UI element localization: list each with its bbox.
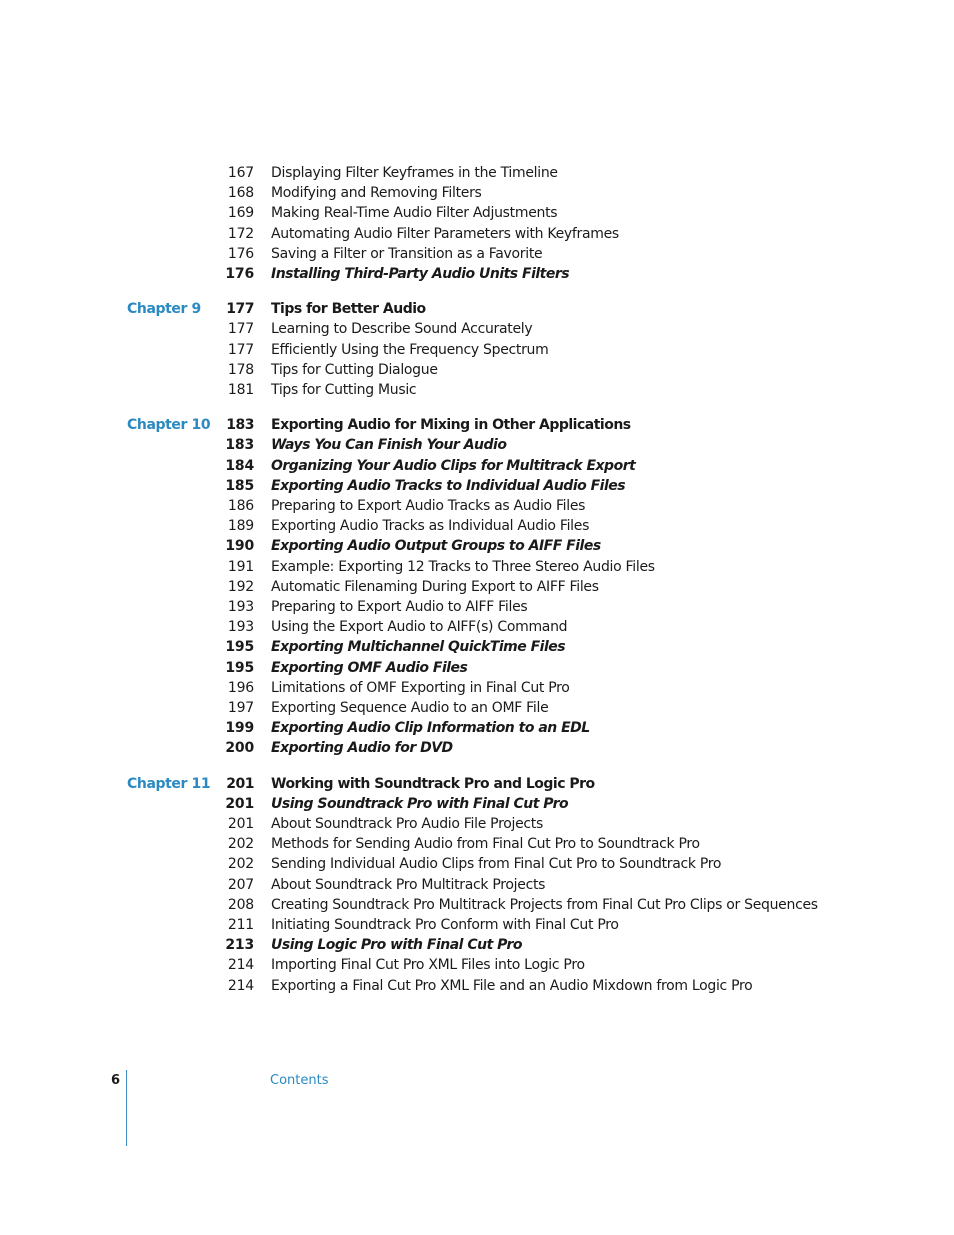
toc-page-number: 177 bbox=[227, 342, 254, 358]
toc-entry-title: Creating Soundtrack Pro Multitrack Projects from Final Cut Pro Clips or Sequences bbox=[271, 897, 818, 913]
toc-entry bbox=[0, 319, 954, 339]
toc-page-number: 201 bbox=[226, 776, 254, 792]
toc-page-number: 214 bbox=[227, 978, 254, 994]
toc-page-number: 202 bbox=[227, 836, 254, 852]
toc-entry bbox=[0, 895, 954, 915]
toc-entry bbox=[0, 678, 954, 698]
toc-entry-title: Example: Exporting 12 Tracks to Three Stereo Audio Files bbox=[271, 559, 655, 575]
toc-entry-title: Automatic Filenaming During Export to AIFF Files bbox=[271, 579, 599, 595]
toc-entry-title: About Soundtrack Pro Audio File Projects bbox=[271, 816, 543, 832]
toc-section-entry bbox=[0, 637, 954, 657]
toc-section-entry bbox=[0, 536, 954, 556]
toc-entry-title: Exporting Audio Tracks as Individual Audio Files bbox=[271, 518, 590, 534]
toc-entry bbox=[0, 340, 954, 360]
toc-page-number: 208 bbox=[227, 897, 254, 913]
toc-chapter-entry bbox=[0, 415, 954, 435]
toc-entry-title: Tips for Cutting Music bbox=[271, 382, 417, 398]
toc-page-number: 177 bbox=[227, 321, 254, 337]
toc-entry-title: Displaying Filter Keyframes in the Timeline bbox=[271, 165, 558, 181]
toc-section-entry bbox=[0, 264, 954, 284]
toc-entry-title: Initiating Soundtrack Pro Conform with Final Cut Pro bbox=[271, 917, 619, 933]
toc-entry-title: Efficiently Using the Frequency Spectrum bbox=[271, 342, 549, 358]
toc-page-number: 167 bbox=[227, 165, 254, 181]
toc-page-number: 199 bbox=[225, 720, 254, 736]
toc-entry bbox=[0, 163, 954, 183]
toc-entry-title: Installing Third-Party Audio Units Filters bbox=[271, 266, 570, 282]
toc-page-number: 192 bbox=[227, 579, 254, 595]
toc-page-number: 193 bbox=[227, 619, 254, 635]
toc-section-entry bbox=[0, 658, 954, 678]
toc-entry-title: Exporting Audio for DVD bbox=[271, 740, 453, 756]
toc-entry-title: Exporting Audio Clip Information to an EDL bbox=[271, 720, 590, 736]
chapter-label: Chapter 9 bbox=[127, 301, 201, 317]
toc-page-number: 178 bbox=[227, 362, 254, 378]
toc-entry-title: Exporting Audio Tracks to Individual Audio Files bbox=[271, 478, 626, 494]
footer-page-number: 6 bbox=[111, 1073, 121, 1088]
toc-page-number: 214 bbox=[227, 957, 254, 973]
chapter-label: Chapter 10 bbox=[127, 417, 211, 433]
toc-page-number: 190 bbox=[225, 538, 254, 554]
toc-page-number: 183 bbox=[226, 417, 254, 433]
toc-page-number: 181 bbox=[227, 382, 254, 398]
toc-entry-title: Exporting Audio Output Groups to AIFF Files bbox=[271, 538, 601, 554]
toc-page-number: 202 bbox=[227, 856, 254, 872]
toc-page-number: 197 bbox=[227, 700, 254, 716]
toc-entry-title: Modifying and Removing Filters bbox=[271, 185, 482, 201]
toc-entry bbox=[0, 203, 954, 223]
toc-page-number: 195 bbox=[225, 639, 254, 655]
toc-section-entry bbox=[0, 456, 954, 476]
toc-entry-title: Learning to Describe Sound Accurately bbox=[271, 321, 533, 337]
toc-page-number: 172 bbox=[227, 226, 254, 242]
toc-entry-title: Using Soundtrack Pro with Final Cut Pro bbox=[271, 796, 569, 812]
toc-entry-title: Organizing Your Audio Clips for Multitrack Export bbox=[271, 458, 636, 474]
footer-rule bbox=[126, 1070, 127, 1146]
toc-entry-title: Automating Audio Filter Parameters with Keyframes bbox=[271, 226, 619, 242]
toc-entry-title: Making Real-Time Audio Filter Adjustments bbox=[271, 205, 558, 221]
toc-entry-title: Preparing to Export Audio Tracks as Audio Files bbox=[271, 498, 586, 514]
toc-entry bbox=[0, 244, 954, 264]
toc-entry-title: Exporting Multichannel QuickTime Files bbox=[271, 639, 566, 655]
toc-entry-title: Working with Soundtrack Pro and Logic Pro bbox=[271, 776, 595, 792]
toc-chapter-entry bbox=[0, 299, 954, 319]
toc-entry bbox=[0, 557, 954, 577]
toc-entry bbox=[0, 380, 954, 400]
toc-entry-title: Methods for Sending Audio from Final Cut Pro to Soundtrack Pro bbox=[271, 836, 700, 852]
toc-section-entry bbox=[0, 718, 954, 738]
toc-entry-title: Sending Individual Audio Clips from Final Cut Pro to Soundtrack Pro bbox=[271, 856, 722, 872]
toc-page-number: 195 bbox=[225, 660, 254, 676]
toc-entry-title: Using Logic Pro with Final Cut Pro bbox=[271, 937, 522, 953]
toc-entry-title: Exporting a Final Cut Pro XML File and an Audio Mixdown from Logic Pro bbox=[271, 978, 753, 994]
toc-section-entry bbox=[0, 476, 954, 496]
toc-entry bbox=[0, 814, 954, 834]
toc-entry bbox=[0, 854, 954, 874]
toc-page-number: 183 bbox=[225, 437, 254, 453]
toc-page-number: 201 bbox=[225, 796, 254, 812]
toc-entry bbox=[0, 360, 954, 380]
toc-page-number: 184 bbox=[225, 458, 254, 474]
toc-entry bbox=[0, 183, 954, 203]
toc-entry bbox=[0, 224, 954, 244]
toc-page-number: 168 bbox=[227, 185, 254, 201]
toc-entry bbox=[0, 955, 954, 975]
toc-page-number: 169 bbox=[227, 205, 254, 221]
toc-entry-title: Tips for Cutting Dialogue bbox=[271, 362, 438, 378]
toc-page-number: 177 bbox=[226, 301, 254, 317]
toc-section-entry bbox=[0, 738, 954, 758]
toc-page-number: 189 bbox=[227, 518, 254, 534]
toc-entry bbox=[0, 875, 954, 895]
footer-section-label: Contents bbox=[270, 1073, 329, 1088]
toc-page-number: 200 bbox=[225, 740, 254, 756]
toc-entry-title: About Soundtrack Pro Multitrack Projects bbox=[271, 877, 546, 893]
toc-section-entry bbox=[0, 794, 954, 814]
toc-page-number: 211 bbox=[227, 917, 254, 933]
toc-page-number: 176 bbox=[225, 266, 254, 282]
toc-page-number: 193 bbox=[227, 599, 254, 615]
toc-entry bbox=[0, 915, 954, 935]
toc-chapter-entry bbox=[0, 774, 954, 794]
toc-entry bbox=[0, 698, 954, 718]
toc-page-number: 196 bbox=[227, 680, 254, 696]
toc-entry-title: Importing Final Cut Pro XML Files into Logic Pro bbox=[271, 957, 585, 973]
toc-entry-title: Ways You Can Finish Your Audio bbox=[271, 437, 507, 453]
toc-entry-title: Exporting Sequence Audio to an OMF File bbox=[271, 700, 549, 716]
toc-page-number: 176 bbox=[227, 246, 254, 262]
toc-section-entry bbox=[0, 935, 954, 955]
toc-entry-title: Limitations of OMF Exporting in Final Cut Pro bbox=[271, 680, 570, 696]
toc-entry-title: Preparing to Export Audio to AIFF Files bbox=[271, 599, 528, 615]
toc-section-entry bbox=[0, 435, 954, 455]
toc-page-number: 186 bbox=[227, 498, 254, 514]
toc-entry-title: Saving a Filter or Transition as a Favorite bbox=[271, 246, 543, 262]
toc-entry bbox=[0, 577, 954, 597]
toc-page-number: 201 bbox=[227, 816, 254, 832]
toc-entry bbox=[0, 617, 954, 637]
toc-entry bbox=[0, 834, 954, 854]
toc-page-number: 185 bbox=[225, 478, 254, 494]
toc-entry bbox=[0, 516, 954, 536]
toc-page-number: 207 bbox=[227, 877, 254, 893]
toc-page-number: 191 bbox=[227, 559, 254, 575]
toc-entry-title: Tips for Better Audio bbox=[271, 301, 426, 317]
toc-entry-title: Exporting Audio for Mixing in Other Applications bbox=[271, 417, 631, 433]
toc-entry bbox=[0, 496, 954, 516]
toc-entry bbox=[0, 597, 954, 617]
toc-page-number: 213 bbox=[225, 937, 254, 953]
toc-entry-title: Exporting OMF Audio Files bbox=[271, 660, 468, 676]
toc-entry bbox=[0, 976, 954, 996]
toc-entry-title: Using the Export Audio to AIFF(s) Command bbox=[271, 619, 568, 635]
chapter-label: Chapter 11 bbox=[127, 776, 211, 792]
